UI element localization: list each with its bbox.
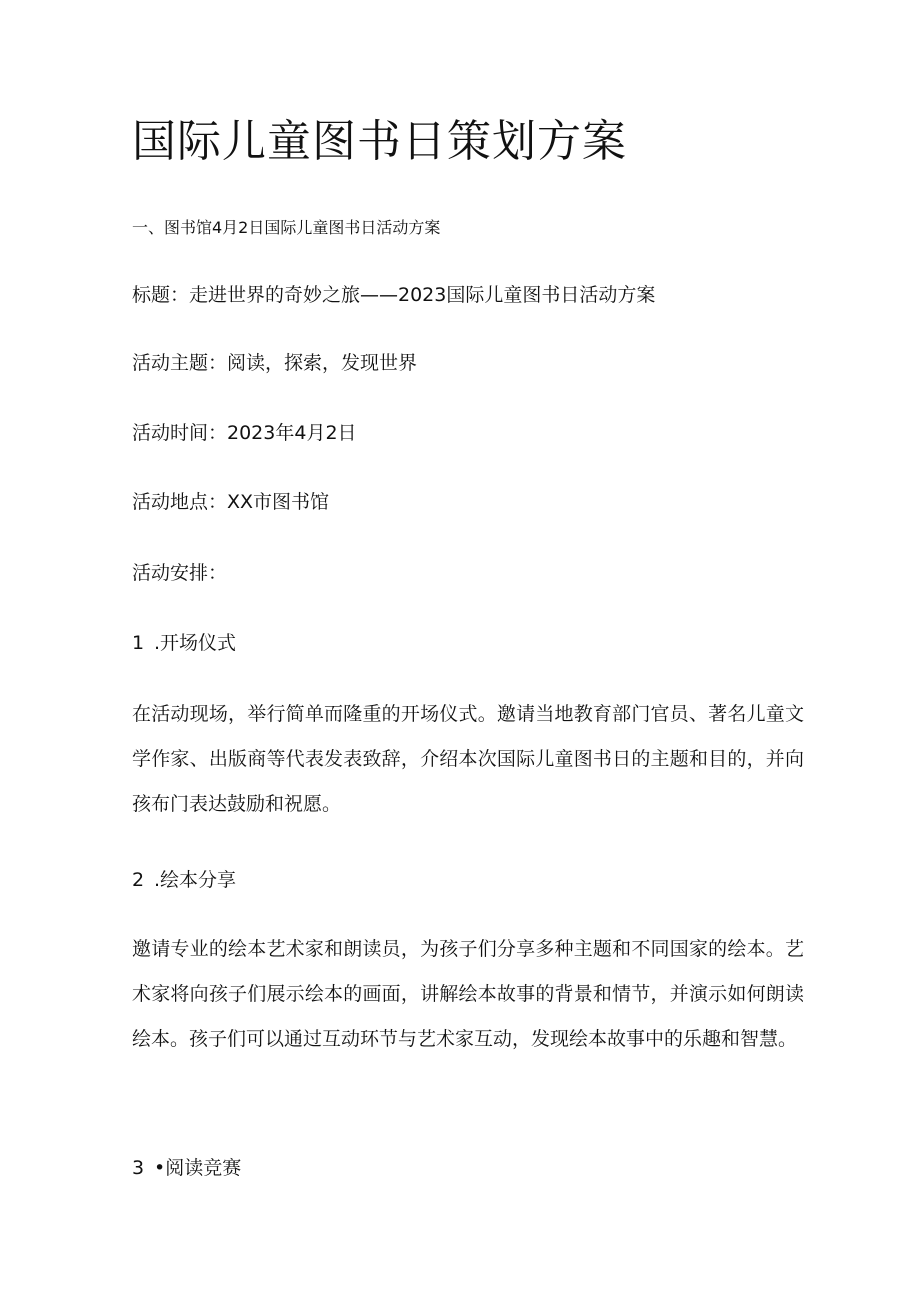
document-title: 国际儿童图书日策划方案 — [132, 116, 627, 167]
item-number-1: 1 — [132, 632, 145, 654]
item-title-3: •阅读竞赛 — [154, 1157, 242, 1179]
theme-field: 活动主题：阅读，探索，发现世界 — [132, 352, 418, 374]
headline-field: 标题：走进世界的奇妙之旅——2023国际儿童图书日活动方案 — [132, 284, 656, 306]
item-heading-2 — [132, 867, 236, 893]
place-field: 活动地点：XX市图书馆 — [132, 491, 330, 513]
time-field: 活动时间：2023年4月2日 — [132, 422, 357, 444]
item-title-1: .开场仪式 — [154, 632, 237, 654]
item-title-2: .绘本分享 — [154, 869, 237, 891]
item-body-1: 在活动现场，举行简单而隆重的开场仪式。邀请当地教育部门官员、著名儿童文学作家、出版商等代表发表致辞，介绍本次国际儿童图书日的主题和目的，并向孩布门表达鼓励和祝愿。 — [132, 703, 804, 815]
item-body-2: 邀请专业的绘本艺术家和朗读员，为孩子们分享多种主题和不同国家的绘本。艺术家将向孩子们展示绘本的画面，讲解绘本故事的背景和情节，并演示如何朗读绘本。孩子们可以通过互动环节与艺术家互动，发现绘本故事中的乐趣和智慧。 — [132, 938, 804, 1050]
section-heading: 一、图书馆4月2日国际儿童图书日活动方案 — [132, 218, 441, 237]
item-number-2: 2 — [132, 869, 145, 891]
item-heading-3 — [132, 1155, 241, 1181]
schedule-label: 活动安排： — [132, 562, 228, 584]
item-number-3: 3 — [132, 1157, 145, 1179]
item-heading-1 — [132, 630, 236, 656]
